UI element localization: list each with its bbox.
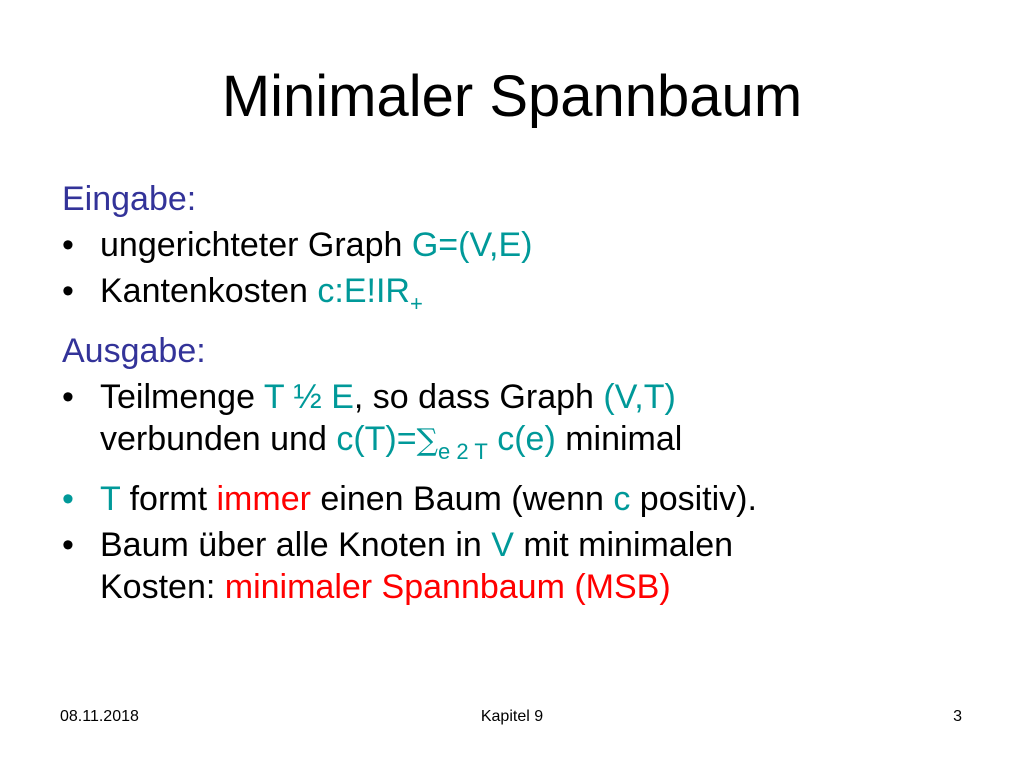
bullet-dot: •	[62, 272, 74, 310]
footer-page-number: 3	[953, 708, 962, 725]
slide-title: Minimaler Spannbaum	[221, 64, 803, 129]
cost-function: c:E!IR	[317, 272, 410, 310]
bullet-text: , so dass Graph	[353, 378, 604, 416]
slide-content	[62, 178, 1002, 608]
bullet-tree	[62, 478, 1002, 520]
highlight-always: immer	[216, 480, 311, 518]
footer-chapter: Kapitel 9	[480, 708, 544, 725]
bullet-text: einen Baum (wenn	[310, 480, 614, 518]
bullet-text: ungerichteter Graph	[100, 226, 412, 264]
highlight-msb: minimaler Spannbaum (MSB)	[224, 568, 671, 606]
cost-subscript: +	[409, 291, 423, 316]
bullet-msb	[62, 524, 1002, 608]
input-heading: Eingabe:	[62, 180, 197, 218]
sum-subscript: e 2 T	[438, 439, 488, 464]
bullet-text: Kantenkosten	[100, 272, 318, 310]
graph-vt: (V,T)	[603, 378, 676, 416]
bullet-text: minimal	[555, 420, 683, 458]
bullet-text: Teilmenge	[100, 378, 264, 416]
bullet-text: Baum über alle Knoten in	[100, 526, 492, 564]
bullet-edge-costs	[62, 270, 1002, 316]
output-heading: Ausgabe:	[62, 332, 206, 370]
sum-symbol: ∑	[416, 423, 439, 458]
bullet-dot: •	[62, 226, 74, 264]
t-variable: T	[100, 480, 121, 518]
bullet-text: mit minimalen	[513, 526, 734, 564]
cost-total: c(T)=	[336, 420, 417, 458]
bullet-undirected-graph	[62, 224, 1002, 266]
footer-date: 08.11.2018	[60, 708, 139, 725]
v-variable: V	[491, 526, 514, 564]
c-variable: c	[613, 480, 631, 518]
bullet-text: Kosten:	[100, 568, 225, 606]
bullet-dot: •	[62, 480, 74, 518]
bullet-text: formt	[120, 480, 217, 518]
bullet-dot: •	[62, 526, 74, 564]
bullet-subset	[62, 376, 1002, 464]
bullet-dot: •	[62, 378, 74, 416]
bullet-text: verbunden und	[100, 420, 337, 458]
edge-cost: c(e)	[487, 420, 556, 458]
graph-notation: G=(V,E)	[411, 226, 533, 264]
subset-notation: T ½ E	[263, 378, 354, 416]
bullet-text: positiv).	[630, 480, 757, 518]
